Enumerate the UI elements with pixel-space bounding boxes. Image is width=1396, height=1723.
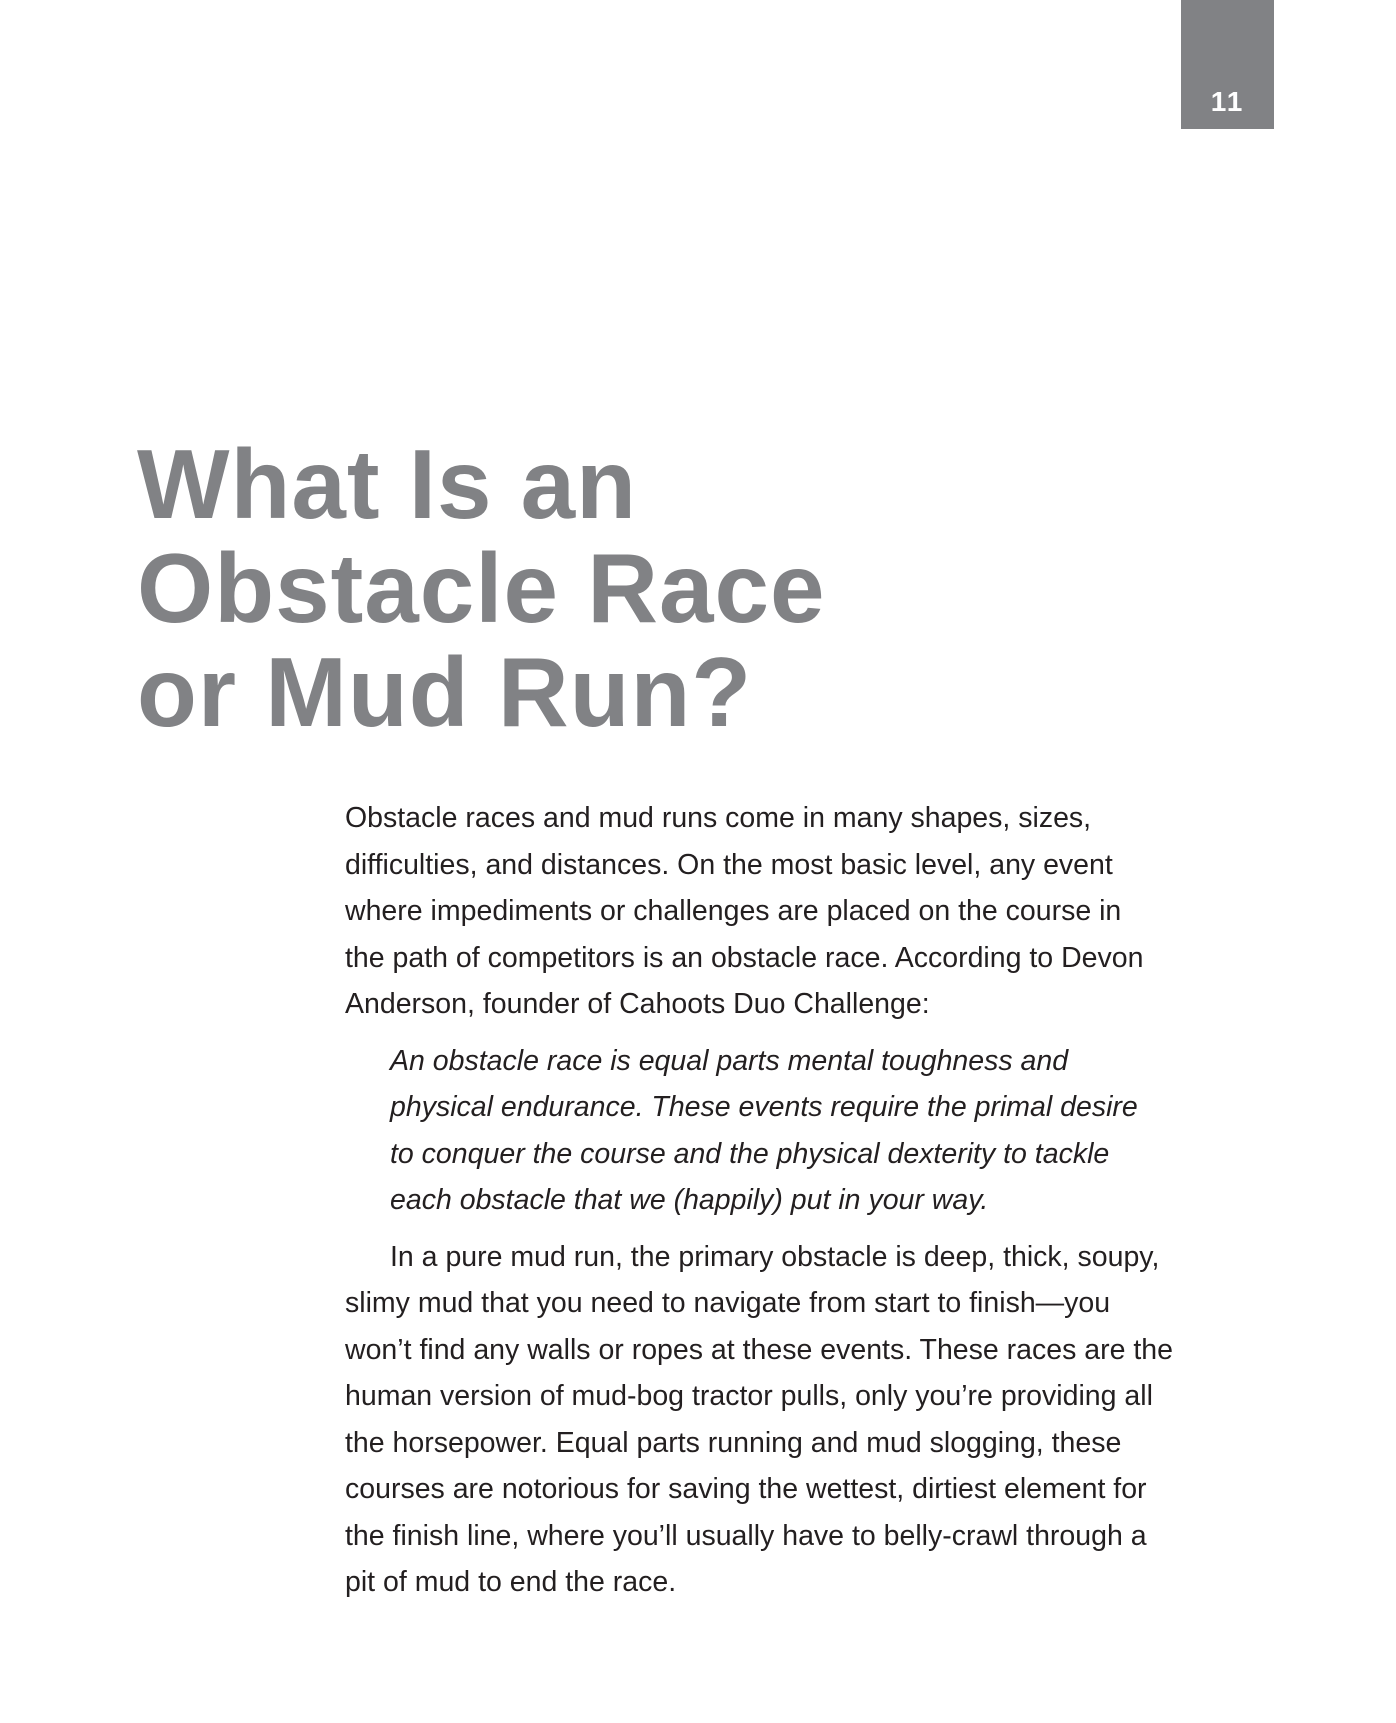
text-line: human version of mud-bog tractor pulls, only you’re providing all xyxy=(345,1380,1153,1412)
text-line: the horsepower. Equal parts running and mud slogging, these xyxy=(345,1426,1122,1459)
chapter-title-line: Obstacle Race xyxy=(137,533,826,643)
quote-line: to conquer the course and the physical dexterity to tackle xyxy=(390,1137,1110,1170)
page-number: 11 xyxy=(1210,86,1245,117)
text-line: Anderson, founder of Cahoots Duo Challenge: xyxy=(345,988,930,1020)
quote-line: An obstacle race is equal parts mental toughness and xyxy=(390,1044,1069,1077)
text-line: pit of mud to end the race. xyxy=(345,1566,677,1598)
quote-line: physical endurance. These events require the primal desire xyxy=(390,1091,1138,1123)
text-line: where impediments or challenges are placed on the course in xyxy=(345,895,1122,927)
chapter-title-line: or Mud Run? xyxy=(137,637,753,747)
text-line: the path of competitors is an obstacle race. According to Devon xyxy=(345,941,1144,974)
block-quote xyxy=(390,1038,1275,1224)
page-number-tab xyxy=(1181,0,1274,129)
mud-run-paragraph xyxy=(345,1234,1275,1606)
intro-paragraph xyxy=(345,795,1275,1028)
quote-line: each obstacle that we (happily) put in your way. xyxy=(390,1184,989,1216)
text-line: difficulties, and distances. On the most basic level, any event xyxy=(345,848,1113,881)
text-line: slimy mud that you need to navigate from start to finish—you xyxy=(345,1287,1111,1319)
chapter-title xyxy=(137,429,826,747)
text-line: Obstacle races and mud runs come in many shapes, sizes, xyxy=(345,802,1092,834)
text-line: the finish line, where you’ll usually have to belly-crawl through a xyxy=(345,1519,1147,1552)
chapter-title-line: What Is an xyxy=(137,429,638,539)
text-line: In a pure mud run, the primary obstacle is deep, thick, soupy, xyxy=(390,1240,1160,1273)
text-line: won’t find any walls or ropes at these events. These races are the xyxy=(345,1333,1174,1366)
body-text xyxy=(345,795,1275,1606)
text-line: courses are notorious for saving the wettest, dirtiest element for xyxy=(345,1473,1147,1505)
